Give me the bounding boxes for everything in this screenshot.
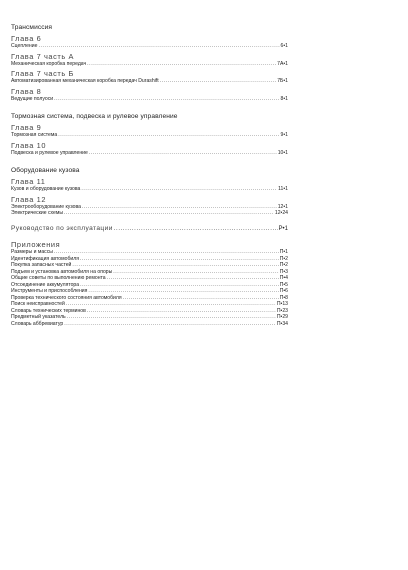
entry-page: 6•1 [280,43,288,49]
entry-label: Подвеска и рулевое управление [11,149,88,156]
entry-label: Автоматизированная механическая коробка передач Durashift [11,78,159,84]
entry-page: 12•24 [274,210,288,216]
entry-page: 7А•1 [277,60,288,67]
entry-label: Словарь аббревиатур [11,320,64,327]
entry-page: 11•1 [278,186,288,192]
entry-page: П•2 [279,255,288,262]
dot-leader [38,43,279,50]
chapter-heading: Глава 10 [11,140,47,150]
dot-leader [54,96,279,103]
entry-label: Инструменты и приспособления [11,288,88,294]
entry-page: П•3 [279,268,288,275]
entry-label: Электрооборудование кузова [11,203,81,210]
chapter-heading: Глава 11 [11,177,46,186]
chapter-heading: Глава 8 [11,86,42,96]
toc-entry[interactable] [11,43,288,50]
entry-page: П•5 [279,281,288,288]
entry-label: Словарь технических терминов [11,307,86,314]
chapter-heading: Глава 6 [11,34,42,43]
entry-page: П•23 [276,307,288,314]
toc-entry[interactable] [11,96,288,103]
entry-label: Сцепление [11,43,38,49]
section-title: Тормозная система, подвеска и рулевое управление [11,113,178,120]
entry-page: П•13 [276,301,288,307]
entry-label: Ведущие полуоси [11,95,54,102]
entry-page: П•8 [279,294,288,301]
entry-label: Руководство по эксплуатации [11,224,113,232]
entry-page: П•34 [276,320,288,327]
entry-label: Размеры и массы [11,249,53,255]
toc-entry[interactable] [11,321,288,328]
entry-label: Проверка технического состояния автомобиля [11,294,122,301]
chapter-heading: Глава 7 часть А [11,51,75,61]
entry-page: 12•1 [277,203,288,210]
entry-label: Электрические схемы [11,210,63,216]
section-brakes [11,113,288,156]
entry-label: Тормозная система [11,132,58,138]
entry-page: 7Б•1 [277,78,288,84]
toc-entry-manual[interactable] [11,226,288,233]
section-body-equipment [11,167,288,217]
entry-page: П•29 [276,314,288,320]
chapter-heading: Приложения [11,240,61,249]
entry-label: Механическая коробка передач [11,60,87,67]
entry-page: П•2 [279,262,288,268]
entry-page: П•4 [279,275,288,281]
table-of-contents [11,24,288,327]
entry-page: 10•1 [277,149,288,156]
section-appendices [11,241,288,327]
chapter-heading: Глава 9 [11,123,42,132]
section-title: Оборудование кузова [11,167,80,174]
entry-page: 8•1 [280,95,288,102]
entry-label: Предметный указатель [11,314,66,320]
chapter-heading: Глава 7 часть Б [11,69,74,78]
entry-page: Р•1 [278,225,288,232]
entry-label: Поиск неисправностей [11,301,65,307]
toc-entry[interactable] [11,210,288,217]
dot-leader [58,132,279,139]
toc-entry[interactable] [11,132,288,139]
entry-label: Подъем и установка автомобиля на опоры [11,268,113,275]
section-title: Трансмиссия [11,24,53,31]
dot-leader [64,210,274,217]
section-transmission [11,24,288,102]
entry-label: Отсоединение аккумулятора [11,281,80,288]
dot-leader [114,226,278,233]
dot-leader [89,150,277,157]
appendix-list [11,249,288,327]
entry-label: Общие советы по выполнению ремонта [11,275,106,281]
entry-label: Кузов и оборудование кузова [11,186,81,192]
dot-leader [87,61,276,68]
entry-label: Идентификация автомобиля [11,255,79,262]
toc-entry[interactable] [11,78,288,85]
toc-entry[interactable] [11,150,288,157]
toc-entry[interactable] [11,61,288,68]
dot-leader [64,321,276,328]
chapter-heading: Глава 12 [11,194,47,204]
entry-label: Покупка запасных частей [11,262,72,268]
dot-leader [81,186,277,193]
toc-entry[interactable] [11,186,288,193]
entry-page: 9•1 [280,132,288,138]
dot-leader [160,78,277,85]
entry-page: П•1 [279,249,288,255]
entry-page: П•6 [279,288,288,294]
